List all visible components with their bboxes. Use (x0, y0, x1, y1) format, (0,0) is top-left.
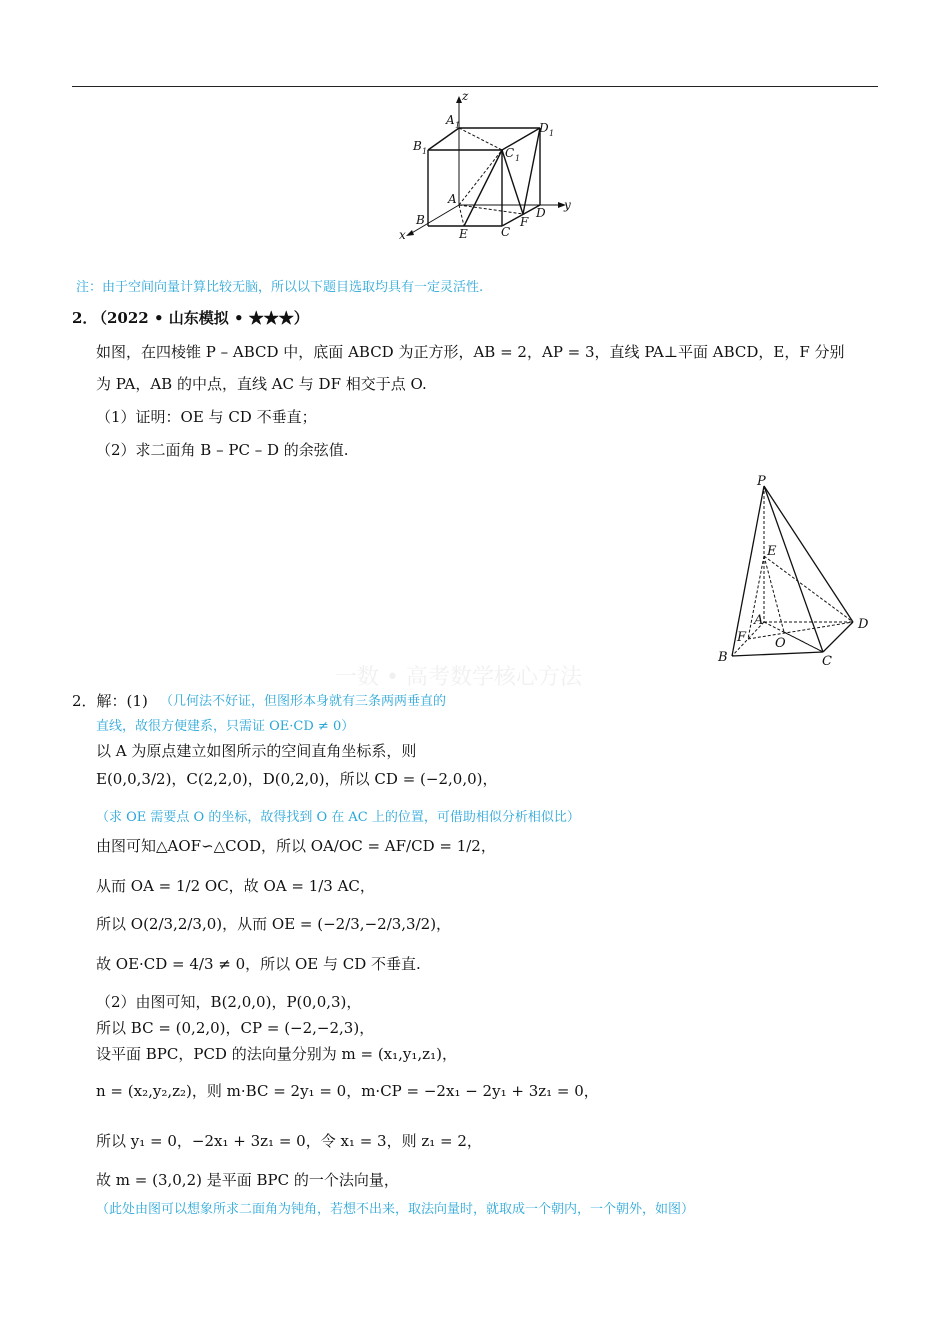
solution-s7: （2）由图可知，B(2,0,0)，P(0,0,3)， (96, 993, 362, 1011)
solution-head: 2．解：(1) (72, 692, 148, 710)
note-intro: 注：由于空间向量计算比较无脑，所以以下题目选取均具有一定灵活性. (76, 280, 484, 295)
watermark: 一数 • 高考数学核心方法 (335, 665, 582, 690)
label-y: y (564, 198, 571, 212)
solution-note-b: 直线，故很方便建系，只需证 OE·CD ≠ 0） (96, 719, 355, 734)
header-rule (72, 86, 878, 87)
label-x: x (399, 228, 406, 242)
label-A2: A (754, 613, 764, 628)
sub-B1: 1 (422, 147, 428, 156)
label-D2: D (858, 617, 869, 632)
label-C: C (501, 225, 511, 239)
problem-line2: 为 PA，AB 的中点，直线 AC 与 DF 相交于点 O. (96, 375, 427, 393)
label-A1: A (446, 113, 455, 127)
label-A: A (448, 192, 457, 206)
problem-number: 2． (72, 309, 98, 327)
label-B1: B (413, 139, 422, 153)
solution-s1: 以 A 为原点建立如图所示的空间直角坐标系，则 (96, 742, 417, 760)
label-D: D (536, 206, 546, 220)
label-F: F (520, 215, 529, 229)
solution-s2: E(0,0,3/2)，C(2,2,0)，D(0,2,0)，所以 CD = (−2,0,0)， (96, 770, 498, 788)
label-P: P (757, 474, 766, 489)
pyramid-figure (712, 470, 877, 670)
problem-q2: （2）求二面角 B – PC – D 的余弦值. (96, 441, 349, 459)
sub-A1: 1 (455, 121, 461, 130)
solution-s4: 从而 OA = 1/2 OC，故 OA = 1/3 AC， (96, 877, 375, 895)
solution-note-a: （几何法不好证，但图形本身就有三条两两垂直的 (160, 694, 447, 709)
problem-line1: 如图，在四棱锥 P – ABCD 中，底面 ABCD 为正方形，AB = 2，AP = 3，直线 PA⊥平面 ABCD，E，F 分别 (96, 343, 845, 361)
problem-q1: （1）证明：OE 与 CD 不垂直； (96, 408, 317, 426)
label-O: O (775, 636, 786, 651)
cube-figure (395, 88, 585, 243)
label-F2: F (737, 630, 747, 645)
label-C2: C (822, 654, 832, 669)
problem-header: （2022 • 山东模拟 • ★★★） (92, 309, 309, 327)
solution-s12: 故 m = (3,0,2) 是平面 BPC 的一个法向量， (96, 1171, 399, 1189)
solution-s6: 故 OE·CD = 4/3 ≠ 0，所以 OE 与 CD 不垂直. (96, 955, 421, 973)
solution-s3: 由图可知△AOF∽△COD，所以 OA/OC = AF/CD = 1/2， (96, 837, 496, 855)
label-C1: C (505, 146, 515, 160)
label-B2: B (718, 650, 728, 665)
label-D1: D (539, 121, 549, 135)
solution-s9: 设平面 BPC，PCD 的法向量分别为 m = (x₁,y₁,z₁)， (96, 1045, 457, 1063)
label-z: z (462, 89, 469, 103)
sub-D1: 1 (549, 129, 555, 138)
solution-note2: （求 OE 需要点 O 的坐标，故得找到 O 在 AC 上的位置，可借助相似分析相似比） (96, 810, 580, 825)
label-B: B (416, 213, 425, 227)
label-E: E (459, 227, 468, 241)
solution-s10: n = (x₂,y₂,z₂)，则 m·BC = 2y₁ = 0，m·CP = −2x₁ − 2y₁ + 3z₁ = 0， (96, 1082, 599, 1100)
sub-C1: 1 (515, 154, 521, 163)
solution-note3: （此处由图可以想象所求二面角为钝角，若想不出来，取法向量时，就取成一个朝内，一个朝外，如图） (96, 1202, 695, 1217)
solution-s5: 所以 O(2/3,2/3,0)，从而 OE = (−2/3,−2/3,3/2)， (96, 915, 452, 933)
solution-s11: 所以 y₁ = 0，−2x₁ + 3z₁ = 0，令 x₁ = 3，则 z₁ = 2， (96, 1132, 482, 1150)
solution-s8: 所以 BC = (0,2,0)，CP = (−2,−2,3)， (96, 1019, 375, 1037)
label-E2: E (767, 544, 777, 559)
